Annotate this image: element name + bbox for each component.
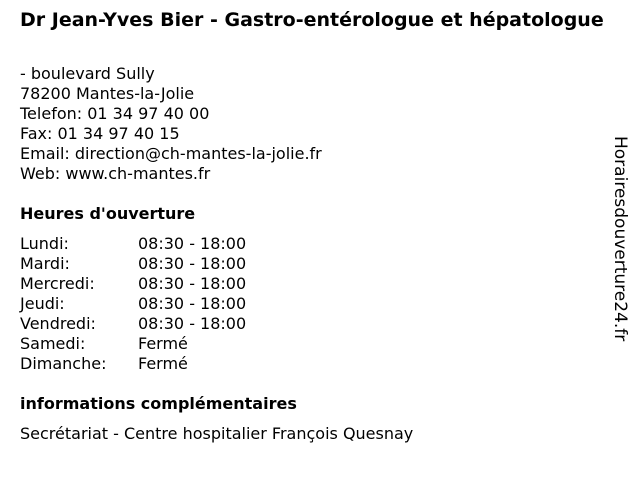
website: Web: www.ch-mantes.fr [20, 164, 211, 183]
hours-time: 08:30 - 18:00 [138, 314, 247, 333]
hours-row-friday [20, 314, 246, 334]
hours-day: Dimanche: [20, 354, 107, 373]
hours-time: 08:30 - 18:00 [138, 274, 247, 293]
info-text: Secrétariat - Centre hospitalier François Quesnay [20, 424, 414, 443]
address-street: - boulevard Sully [20, 64, 155, 83]
hours-time: Fermé [138, 354, 188, 373]
hours-day: Lundi: [20, 234, 69, 253]
page-title: Dr Jean-Yves Bier - Gastro-entérologue et hépatologue [20, 9, 604, 31]
hours-row-monday [20, 234, 246, 254]
site-watermark: Horairesdouverture24.fr [610, 136, 630, 342]
fax-number: Fax: 01 34 97 40 15 [20, 124, 180, 143]
hours-time: Fermé [138, 334, 188, 353]
hours-day: Samedi: [20, 334, 86, 353]
hours-day: Mercredi: [20, 274, 95, 293]
phone-number: Telefon: 01 34 97 40 00 [20, 104, 210, 123]
hours-time: 08:30 - 18:00 [138, 294, 247, 313]
hours-row-wednesday [20, 274, 246, 294]
hours-row-thursday [20, 294, 246, 314]
address-city: 78200 Mantes-la-Jolie [20, 84, 195, 103]
email-address: Email: direction@ch-mantes-la-jolie.fr [20, 144, 322, 163]
hours-time: 08:30 - 18:00 [138, 254, 247, 273]
hours-row-sunday [20, 354, 246, 374]
hours-row-tuesday [20, 254, 246, 274]
info-heading: informations complémentaires [20, 394, 297, 413]
hours-day: Jeudi: [20, 294, 65, 313]
hours-day: Mardi: [20, 254, 70, 273]
hours-heading: Heures d'ouverture [20, 204, 196, 223]
hours-row-saturday [20, 334, 246, 354]
hours-day: Vendredi: [20, 314, 96, 333]
hours-time: 08:30 - 18:00 [138, 234, 247, 253]
contact-block [20, 64, 322, 184]
hours-table [20, 234, 246, 374]
